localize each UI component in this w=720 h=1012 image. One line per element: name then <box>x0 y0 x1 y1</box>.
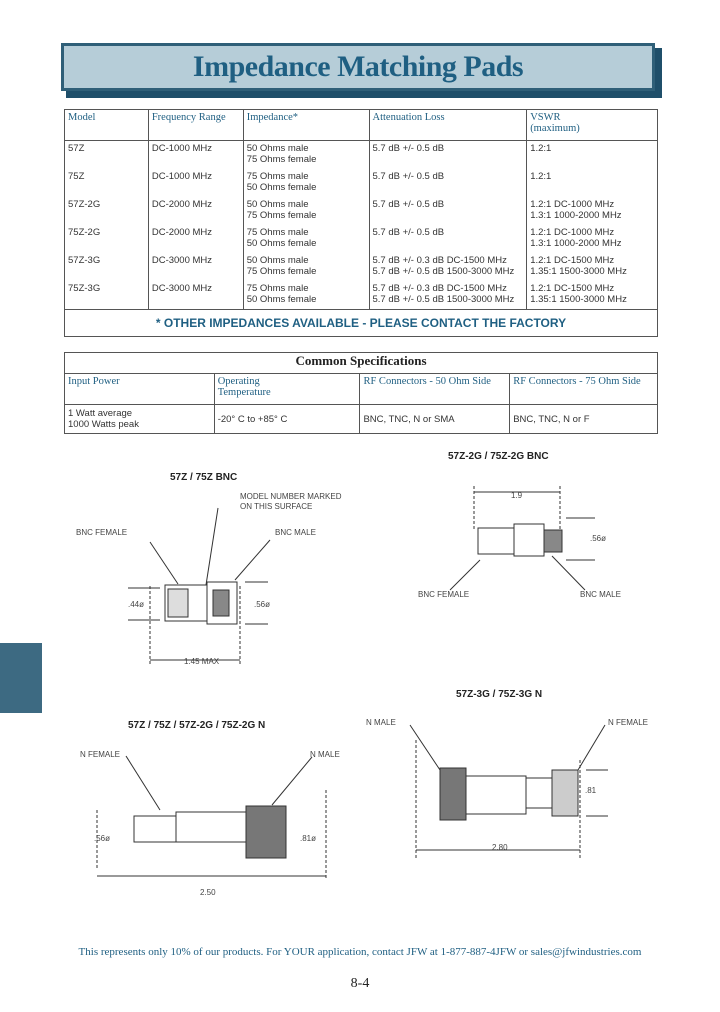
cell-impedance: 50 Ohms male 75 Ohms female <box>243 197 369 225</box>
cell-impedance: 75 Ohms male 50 Ohms female <box>243 169 369 197</box>
footer-contact: This represents only 10% of our products. For YOUR application, contact JFW at 1-877-887-4JFW or sales@jfwindustries.com <box>78 946 642 958</box>
diagram-3-dim: .81ø <box>300 834 317 843</box>
diagram-3-left-label: N FEMALE <box>80 750 121 759</box>
col-impedance: Impedance* <box>243 110 369 141</box>
page-title: Impedance Matching Pads <box>192 50 524 83</box>
cell-model: 57Z <box>65 141 149 170</box>
cell-rf50: BNC, TNC, N or SMA <box>360 405 510 434</box>
diagram-1-note: ON THIS SURFACE <box>240 502 313 511</box>
cell-vswr: 1.2:1 <box>527 141 658 170</box>
cell-model: 57Z-3G <box>65 253 149 281</box>
cell-vswr: 1.2:1 <box>527 169 658 197</box>
diagram-1-left-label: BNC FEMALE <box>76 528 128 537</box>
cell-vswr: 1.2:1 DC-1000 MHz 1.3:1 1000-2000 MHz <box>527 197 658 225</box>
cell-attenuation: 5.7 dB +/- 0.5 dB <box>369 225 527 253</box>
diagram-1-drawing <box>128 508 270 665</box>
cell-impedance: 50 Ohms male 75 Ohms female <box>243 253 369 281</box>
impedance-footnote: * OTHER IMPEDANCES AVAILABLE - PLEASE CONTACT THE FACTORY <box>65 310 658 337</box>
diagram-2-right-label: BNC MALE <box>580 590 621 599</box>
diagram-2-title: 57Z-2G / 75Z-2G BNC <box>448 451 549 462</box>
cell-impedance: 75 Ohms male 50 Ohms female <box>243 225 369 253</box>
cell-model: 75Z <box>65 169 149 197</box>
cell-freq: DC-3000 MHz <box>148 253 243 281</box>
cell-freq: DC-2000 MHz <box>148 197 243 225</box>
diagram-2-dia: .56ø <box>590 534 607 543</box>
diagram-4-drawing <box>410 725 608 860</box>
diagram-1-right-label: BNC MALE <box>275 528 316 537</box>
diagram-1-note: MODEL NUMBER MARKED <box>240 492 342 501</box>
cell-attenuation: 5.7 dB +/- 0.3 dB DC-1500 MHz 5.7 dB +/- 0.5 dB 1500-3000 MHz <box>369 253 527 281</box>
diagram-3-title: 57Z / 75Z / 57Z-2G / 75Z-2G N <box>128 720 266 731</box>
cell-impedance: 50 Ohms male 75 Ohms female <box>243 141 369 170</box>
diagram-1-title: 57Z / 75Z BNC <box>170 472 238 483</box>
cell-freq: DC-1000 MHz <box>148 169 243 197</box>
cell-freq: DC-1000 MHz <box>148 141 243 170</box>
diagram-4-length: 2.80 <box>492 843 508 852</box>
cell-attenuation: 5.7 dB +/- 0.3 dB DC-1500 MHz 5.7 dB +/- 0.5 dB 1500-3000 MHz <box>369 281 527 310</box>
diagram-4-right-label: N FEMALE <box>608 718 649 727</box>
col-vswr: VSWR (maximum) <box>527 110 658 141</box>
page-number: 8-4 <box>350 976 370 991</box>
cell-model: 75Z-2G <box>65 225 149 253</box>
diagram-1-length: 1.45 MAX <box>184 657 220 666</box>
col-attenuation: Attenuation Loss <box>369 110 527 141</box>
cell-attenuation: 5.7 dB +/- 0.5 dB <box>369 141 527 170</box>
cell-attenuation: 5.7 dB +/- 0.5 dB <box>369 169 527 197</box>
common-specs-caption: Common Specifications <box>65 353 658 374</box>
diagram-3-length: 2.50 <box>200 888 216 897</box>
col-frequency: Frequency Range <box>148 110 243 141</box>
cell-freq: DC-3000 MHz <box>148 281 243 310</box>
diagram-1-dim: .56ø <box>254 600 271 609</box>
cell-model: 57Z-2G <box>65 197 149 225</box>
cell-vswr: 1.2:1 DC-1000 MHz 1.3:1 1000-2000 MHz <box>527 225 658 253</box>
cell-model: 75Z-3G <box>65 281 149 310</box>
col-input-power: Input Power <box>65 374 215 405</box>
diagram-4-dia: .81 <box>585 786 597 795</box>
diagram-2-drawing <box>450 486 595 590</box>
cell-freq: DC-2000 MHz <box>148 225 243 253</box>
cell-rf75: BNC, TNC, N or F <box>510 405 658 434</box>
diagram-3-drawing <box>97 756 326 880</box>
diagram-2-left-label: BNC FEMALE <box>418 590 470 599</box>
cell-vswr: 1.2:1 DC-1500 MHz 1.35:1 1500-3000 MHz <box>527 281 658 310</box>
diagram-1-dim: .44ø <box>128 600 145 609</box>
diagram-2-length: 1.9 <box>511 491 523 500</box>
col-temperature: Operating Temperature <box>214 374 360 405</box>
cell-impedance: 75 Ohms male 50 Ohms female <box>243 281 369 310</box>
cell-power: 1 Watt average 1000 Watts peak <box>65 405 215 434</box>
diagram-4-title: 57Z-3G / 75Z-3G N <box>456 689 543 700</box>
diagram-3-right-label: N MALE <box>310 750 340 759</box>
col-model: Model <box>65 110 149 141</box>
diagram-4-left-label: N MALE <box>366 718 396 727</box>
diagram-3-dim: .56ø <box>94 834 111 843</box>
col-rf-50: RF Connectors - 50 Ohm Side <box>360 374 510 405</box>
cell-attenuation: 5.7 dB +/- 0.5 dB <box>369 197 527 225</box>
col-rf-75: RF Connectors - 75 Ohm Side <box>510 374 658 405</box>
cell-vswr: 1.2:1 DC-1500 MHz 1.35:1 1500-3000 MHz <box>527 253 658 281</box>
cell-temp: -20° C to +85° C <box>214 405 360 434</box>
